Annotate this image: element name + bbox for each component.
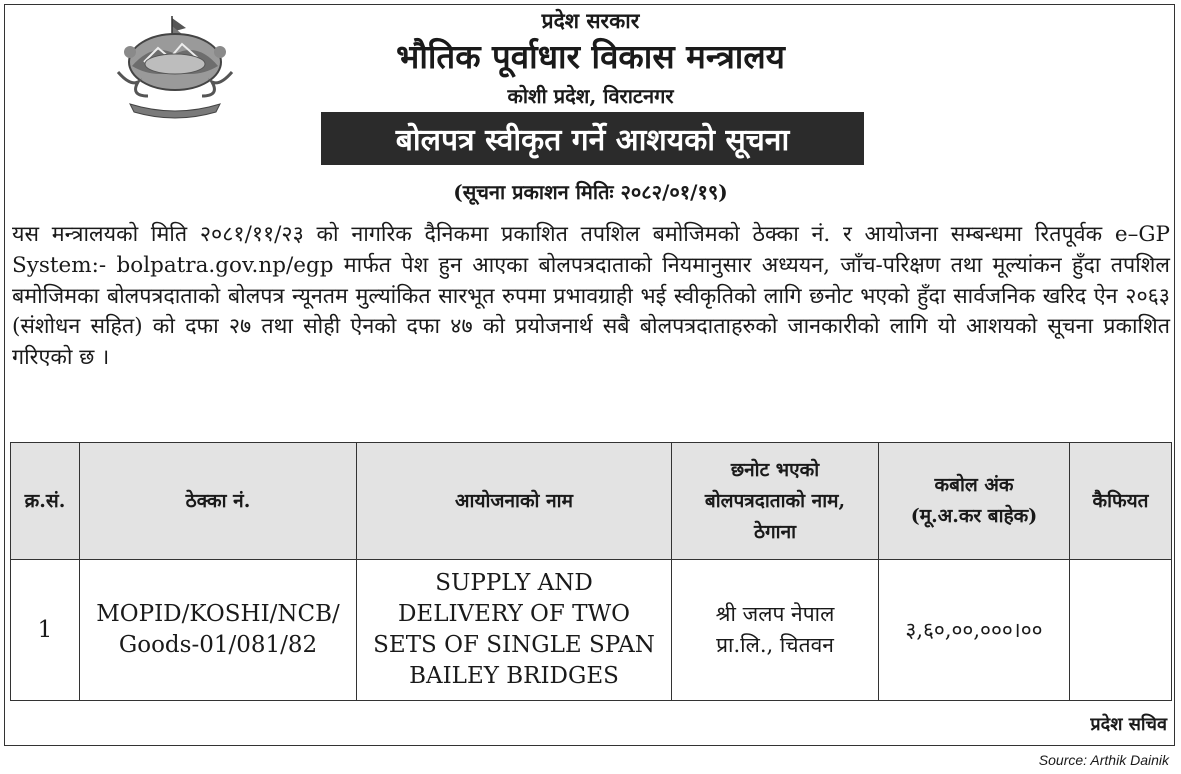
- cell-project-name: [357, 560, 672, 701]
- header-project-name: आयोजनाको नाम: [357, 443, 672, 560]
- tender-table: [10, 442, 1172, 701]
- project-line: DELIVERY OF TWO: [397, 601, 631, 627]
- header-amount: [879, 443, 1070, 560]
- header-remarks: कैफियत: [1070, 443, 1172, 560]
- bidder-line: श्री जलप नेपाल: [715, 602, 835, 626]
- source-credit: Source: Arthik Dainik: [1038, 752, 1169, 768]
- header-bidder-line: बोलपत्रदाताको नाम,: [704, 489, 846, 512]
- header-bidder: [672, 443, 879, 560]
- table-row: [11, 560, 1172, 701]
- header-bidder-line: छनोट भएको: [730, 458, 820, 481]
- table-header-row: [11, 443, 1172, 560]
- cell-amount: ३,६०,००,०००।००: [879, 560, 1070, 701]
- header-amount-line: (मू.अ.कर बाहेक): [910, 505, 1038, 527]
- header-amount-line: कबोल अंक: [934, 474, 1014, 496]
- bidder-line: प्रा.लि., चितवन: [716, 633, 834, 657]
- header-contract-no: ठेक्का नं.: [80, 443, 357, 560]
- cell-sn: 1: [11, 560, 80, 701]
- cell-bidder: [672, 560, 879, 701]
- project-line: SETS OF SINGLE SPAN: [373, 632, 655, 658]
- ministry-location: कोशी प्रदेश, विराटनगर: [507, 84, 674, 108]
- publish-date: (सूचना प्रकाशन मितिः २०८२/०१/१९): [453, 180, 728, 204]
- cell-remarks: [1070, 560, 1172, 701]
- contract-no-line: Goods-01/081/82: [118, 632, 318, 658]
- project-line: SUPPLY AND: [435, 570, 593, 596]
- project-line: BAILEY BRIDGES: [409, 663, 619, 689]
- notice-title-banner: [321, 112, 864, 165]
- ministry-title: भौतिक पूर्वाधार विकास मन्त्रालय: [396, 37, 785, 76]
- notice-body-text: यस मन्त्रालयको मिति २०८१/११/२३ को नागरिक दैनिकमा प्रकाशित तपशिल बमोजिमको ठेक्का नं. र आयोजना सम्बन्धमा रितपूर्वक e–GP System:- bolpatra.gov.np/egp मार्फत पेश हुन आएका बोलपत्रदाताको नियमानुसार अध्ययन, जाँच-परिक्षण तथा मूल्यांकन हुँदा तपशिल बमोजिमका बोलपत्रदाताको बोलपत्र न्यूनतम मुल्यांकित सारभूत रुपमा प्रभावग्राही भई स्वीकृतिको लागि छनोट भएको हुँदा सार्वजनिक खरिद ऐन २०६३ (संशोधन सहित) को दफा २७ तथा सोही ऐनको दफा ४७ को प्रयोजनार्थ सबै बोलपत्रदाताहरुको जानकारीको लागि यो आशयको सूचना प्रकाशित गरिएको छ ।: [12, 222, 1170, 371]
- header-sn: क्र.सं.: [11, 443, 80, 560]
- cell-contract-no: [80, 560, 357, 701]
- header-bidder-line: ठेगाना: [753, 520, 797, 543]
- government-heading: प्रदेश सरकार: [541, 8, 640, 33]
- signatory: प्रदेश सचिव: [1090, 714, 1167, 735]
- contract-no-line: MOPID/KOSHI/NCB/: [96, 601, 340, 627]
- notice-title: बोलपत्र स्वीकृत गर्ने आशयको सूचना: [395, 123, 790, 158]
